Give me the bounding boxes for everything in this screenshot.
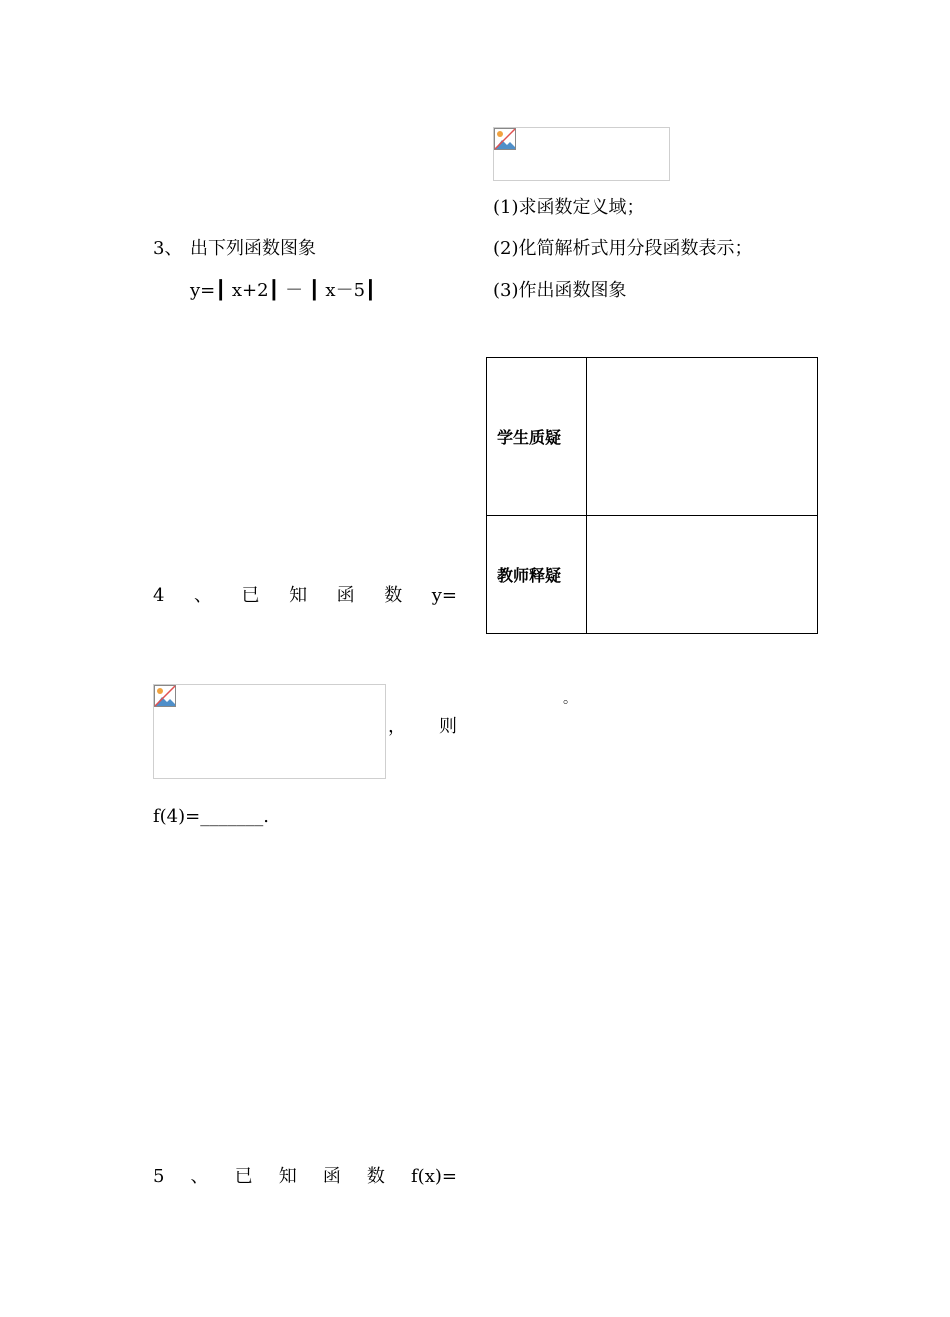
teacher-answer-label: 教师释疑 xyxy=(487,516,587,634)
abs-bar: ┃ xyxy=(308,280,320,301)
broken-image-icon xyxy=(154,685,176,707)
formula-term: x－5 xyxy=(325,280,366,301)
table-row xyxy=(487,516,818,634)
q4-part: 知 xyxy=(289,585,308,606)
q4-part: y= xyxy=(431,585,457,606)
q4-part: 函 xyxy=(336,585,355,606)
q4-part: 数 xyxy=(384,585,403,606)
student-question-label: 学生质疑 xyxy=(487,358,587,516)
table-row xyxy=(487,358,818,516)
formula-minus: － xyxy=(285,280,304,301)
student-question-cell[interactable] xyxy=(587,358,818,516)
q5-part: 、 xyxy=(190,1166,209,1187)
q5-part: 知 xyxy=(278,1166,297,1187)
question-piecewise: (2)化简解析式用分段函数表示； xyxy=(493,238,753,259)
q5-part: 已 xyxy=(234,1166,253,1187)
abs-bar: ┃ xyxy=(365,280,376,301)
q4-comma: ， xyxy=(388,716,406,737)
q5-part: 数 xyxy=(366,1166,385,1187)
q4-answer-blank: f(4)=_______. xyxy=(153,806,269,827)
question-4-line xyxy=(153,585,457,607)
q4-part: 4 xyxy=(153,585,165,606)
question-5-line xyxy=(153,1166,457,1188)
question-3-number: 3、 xyxy=(153,238,183,259)
question-define-domain: (1)求函数定义域； xyxy=(493,197,645,218)
qa-table xyxy=(486,357,818,634)
q4-part: 、 xyxy=(194,585,212,606)
question-draw-graph: (3)作出函数图象 xyxy=(493,280,627,301)
period-mark: 。 xyxy=(563,691,577,707)
function-image-placeholder xyxy=(153,684,386,779)
question-3-formula xyxy=(190,280,376,302)
q5-part: 5 xyxy=(153,1166,165,1187)
q5-part: f(x)= xyxy=(411,1166,457,1187)
q5-part: 函 xyxy=(322,1166,341,1187)
abs-bar: ┃ xyxy=(268,280,280,301)
q4-part: 已 xyxy=(241,585,260,606)
teacher-answer-cell[interactable] xyxy=(587,516,818,634)
q4-then: 则 xyxy=(439,716,457,737)
formula-prefix: y= xyxy=(190,280,216,301)
broken-image-icon xyxy=(494,128,516,150)
question-3-text: 出下列函数图象 xyxy=(190,238,316,259)
formula-term: x+2 xyxy=(231,280,269,301)
abs-bar: ┃ xyxy=(215,280,227,301)
formula-image-placeholder xyxy=(493,127,670,181)
